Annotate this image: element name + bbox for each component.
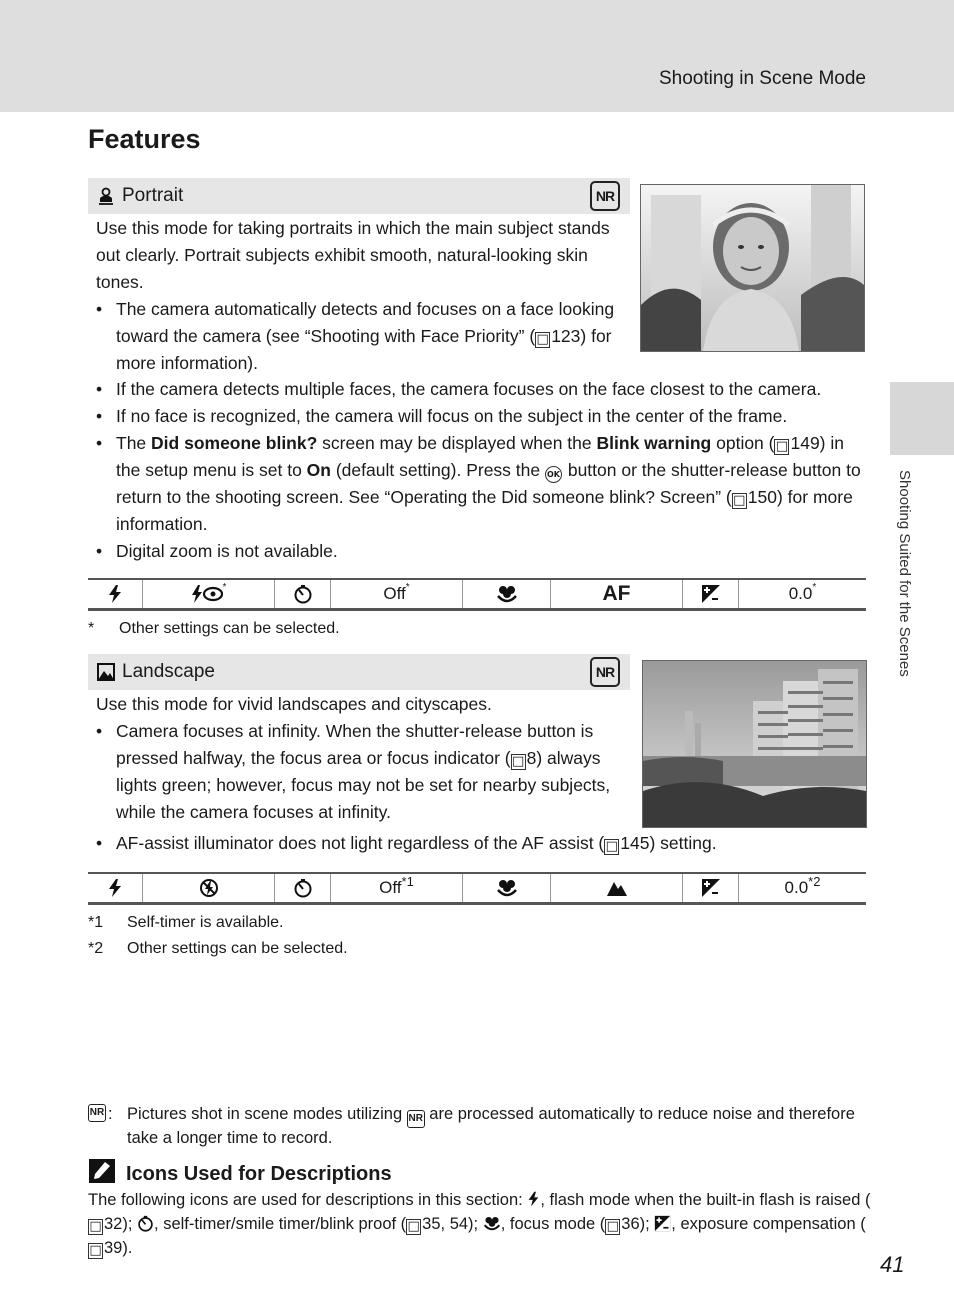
self-timer-footnote-mark: *1 <box>401 873 414 889</box>
self-timer-icon-cell <box>275 580 331 608</box>
exposure-value: 0.0 <box>788 584 813 603</box>
ok-button-icon: OK <box>545 466 562 483</box>
landscape-photo <box>642 660 867 828</box>
exposure-icon-cell <box>683 580 739 608</box>
self-timer-setting-cell <box>331 580 463 608</box>
page-title: Features <box>88 124 201 154</box>
page-ref-icon: □ <box>511 754 525 769</box>
landscape-intro: Use this mode for vivid landscapes and cityscapes. <box>96 694 492 714</box>
side-tab-label: Shooting Suited for the Scenes <box>896 470 913 677</box>
exposure-value: 0.0 <box>784 878 809 897</box>
flash-footnote-mark: * <box>222 581 227 593</box>
self-timer-icon <box>293 878 313 898</box>
exposure-compensation-icon <box>654 1215 671 1232</box>
exposure-compensation-icon <box>701 878 721 898</box>
macro-flower-icon <box>496 878 518 898</box>
noise-reduction-icon: NR <box>407 1110 425 1128</box>
portrait-section-bar <box>88 178 630 214</box>
noise-reduction-text: Pictures shot in scene modes utilizing NR are processed automatically to reduce noise and therefore take a longer time to record. <box>127 1105 855 1147</box>
list-item: • Camera focuses at infinity. When the shutter-release button is pressed halfway, the focus area or focus indicator (□ 8) always lights green; however, focus may not be set for nearby subjects, while the camera focuses at infinity. <box>96 718 626 826</box>
portrait-photo-image <box>641 185 864 351</box>
landscape-footnote-2: *2 Other settings can be selected. <box>88 940 348 957</box>
exposure-icon-cell <box>683 874 739 902</box>
exposure-footnote-mark: * <box>812 581 817 593</box>
portrait-icon <box>97 187 115 205</box>
macro-flower-icon <box>483 1215 501 1232</box>
flash-mode-icon-cell <box>88 874 143 902</box>
icons-section-text: The following icons are used for descriptions in this section: , flash mode when the built-in flash is raised (□ 32); , self-timer/smile timer/blink proof (□ 35, 54); , focus mode (□ 36); , exposure compensation (□ 39). <box>88 1191 871 1258</box>
portrait-bullets <box>96 376 866 565</box>
portrait-photo <box>640 184 865 352</box>
exposure-compensation-icon <box>701 584 721 604</box>
landscape-footnote-1: *1 Self-timer is available. <box>88 914 284 931</box>
exposure-setting-cell <box>739 580 866 608</box>
flash-setting-cell <box>143 580 275 608</box>
landscape-settings-table <box>88 872 866 905</box>
page-ref-icon: □ <box>536 332 549 347</box>
page-number: 41 <box>880 1252 905 1277</box>
flash-setting-cell <box>143 874 275 902</box>
self-timer-icon-cell <box>275 874 331 902</box>
focus-mode-icon-cell <box>463 874 551 902</box>
page-ref-icon: □ <box>605 839 618 854</box>
self-timer-setting-cell <box>331 874 463 902</box>
self-timer-icon <box>293 584 313 604</box>
flash-off-icon <box>199 878 219 898</box>
portrait-intro: Use this mode for taking portraits in which the main subject stands out clearly. Portrait subjects exhibit smooth, natural-looking skin tones. <box>96 218 610 292</box>
icons-section-heading: Icons Used for Descriptions <box>88 1158 392 1186</box>
landscape-bullets-top <box>96 718 626 826</box>
portrait-label: Portrait <box>122 185 184 206</box>
landscape-photo-image <box>643 661 866 827</box>
side-tab-label-wrap <box>896 470 920 730</box>
infinity-mountain-icon <box>606 879 628 897</box>
list-item: • Digital zoom is not available. <box>96 538 866 565</box>
landscape-bullets <box>96 830 866 857</box>
flash-icon <box>527 1191 540 1207</box>
focus-setting-cell <box>551 580 683 608</box>
landscape-label: Landscape <box>122 661 215 682</box>
side-tab <box>890 382 954 455</box>
page-ref-icon: □ <box>89 1243 102 1258</box>
list-item: • If the camera detects multiple faces, the camera focuses on the face closest to the camera. <box>96 376 866 403</box>
noise-reduction-icon: NR <box>88 1104 106 1122</box>
page-header <box>0 0 954 112</box>
focus-setting-cell <box>551 874 683 902</box>
self-timer-icon <box>137 1215 154 1232</box>
self-timer-footnote-mark: * <box>405 581 410 593</box>
list-item: • AF-assist illuminator does not light regardless of the AF assist (□ 145) setting. <box>96 830 866 857</box>
header-title: Shooting in Scene Mode <box>658 68 866 89</box>
page-ref-icon: □ <box>775 439 789 454</box>
macro-flower-icon <box>496 584 518 604</box>
autofocus-value: AF <box>602 582 631 605</box>
flash-icon <box>107 879 123 897</box>
noise-reduction-icon: NR <box>590 181 620 211</box>
flash-icon <box>107 585 123 603</box>
exposure-footnote-mark: *2 <box>808 873 821 889</box>
page-ref-icon: □ <box>733 493 746 508</box>
list-item: • If no face is recognized, the camera will focus on the subject in the center of the frame. <box>96 403 866 430</box>
flash-mode-icon-cell <box>88 580 143 608</box>
self-timer-value: Off <box>379 878 402 897</box>
exposure-setting-cell <box>739 874 866 902</box>
portrait-settings-table <box>88 578 866 611</box>
focus-mode-icon-cell <box>463 580 551 608</box>
landscape-icon <box>97 663 115 681</box>
page-ref-icon: □ <box>89 1219 102 1234</box>
red-eye-flash-icon <box>191 585 223 603</box>
note-pencil-icon <box>88 1158 116 1184</box>
page-ref-icon: □ <box>407 1219 420 1234</box>
page-ref-icon: □ <box>606 1219 619 1234</box>
landscape-section-bar <box>88 654 630 690</box>
noise-reduction-icon: NR <box>590 657 620 687</box>
self-timer-value: Off <box>383 584 406 603</box>
portrait-bullets-top <box>96 296 626 377</box>
list-item: • The Did someone blink? screen may be displayed when the Blink warning option (□ 149) in the setup menu is set to On (default setting). Press the OK button or the shutter-release button to return to the shooting screen. See “Operating the Did someone blink? Screen” (□ 150) for more information. <box>96 430 866 538</box>
noise-reduction-note: NR : Pictures shot in scene modes utilizing NR are processed automatically to reduce noise and therefore take a longer time to record. <box>88 1104 868 1149</box>
list-item: • The camera automatically detects and focuses on a face looking toward the camera (see “Shooting with Face Priority” (□ 123) for more information). <box>96 296 626 377</box>
